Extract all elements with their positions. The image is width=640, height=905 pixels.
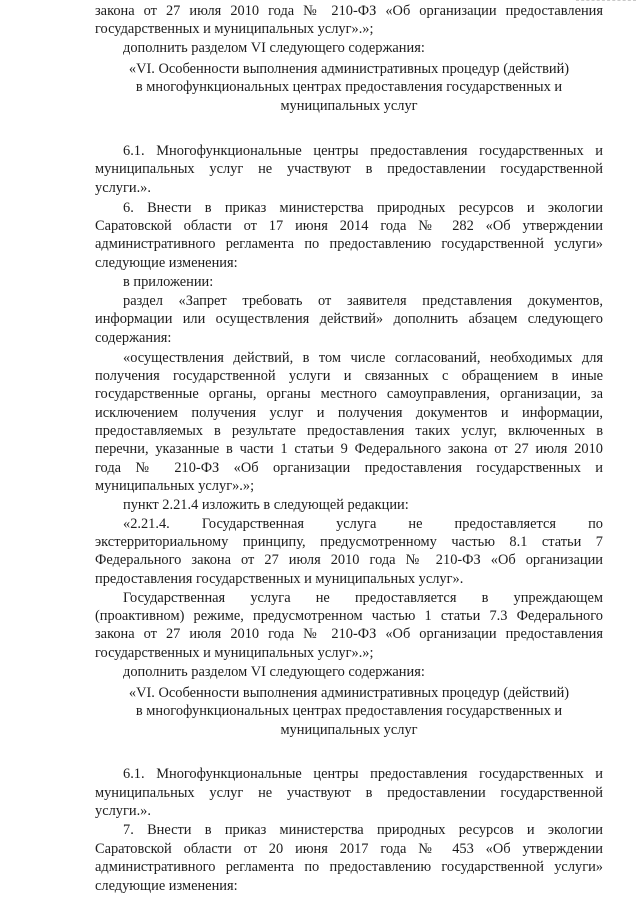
text-line: экстерриториальному принципу, предусмотренному частью 8.1 статьи 7 xyxy=(95,534,603,550)
text-line: исключением получения услуг и получения документов и информации, xyxy=(95,405,603,421)
text-line: государственных и муниципальных услуг».»; xyxy=(95,645,374,661)
text-line: предоставления государственных и муниципальных услуг». xyxy=(95,571,464,587)
text-line: государственных и муниципальных услуг».»; xyxy=(95,21,374,37)
text-line: предоставляемых в результате предоставления таких услуг, включенных в xyxy=(95,423,603,439)
text-line: 7. Внести в приказ министерства природных ресурсов и экологии xyxy=(123,822,603,838)
text-line: административного регламента по предоставлению государственной услуги» xyxy=(95,236,603,252)
text-line: года № 210-ФЗ «Об организации предоставления государственных и xyxy=(95,460,603,476)
text-line: 6.1. Многофункциональные центры предоставления государственных и xyxy=(123,766,603,782)
text-line: муниципальных услуг не участвуют в предоставлении государственной xyxy=(95,785,603,801)
text-line: в многофункциональных центрах предоставления государственных и xyxy=(135,79,563,95)
text-line: получения государственной услуги и связанных с обращением в иные xyxy=(95,368,603,384)
text-line: Саратовской области от 20 июня 2017 года № 453 «Об утверждении xyxy=(95,841,603,857)
text-line: (проактивном) режиме, предусмотренном частью 1 статьи 7.3 Федерального xyxy=(95,608,603,624)
text-line: «VI. Особенности выполнения административных процедур (действий) xyxy=(128,685,570,701)
text-line: Саратовской области от 17 июня 2014 года № 282 «Об утверждении xyxy=(95,218,603,234)
text-line: «2.21.4. Государственная услуга не предоставляется по xyxy=(123,516,603,532)
text-line: следующие изменения: xyxy=(95,878,238,894)
text-line: муниципальных услуг».»; xyxy=(95,478,255,494)
text-line: перечни, указанные в части 1 статьи 9 Федерального закона от 27 июля 2010 xyxy=(95,441,603,457)
text-line: содержания: xyxy=(95,330,172,346)
text-line: в приложении: xyxy=(123,274,214,290)
text-line: государственные органы, органы местного самоуправления, организации, за xyxy=(95,386,603,402)
text-line: 6.1. Многофункциональные центры предоставления государственных и xyxy=(123,143,603,159)
text-line: «осуществления действий, в том числе согласований, необходимых для xyxy=(123,350,603,366)
text-line: раздел «Запрет требовать от заявителя представления документов, xyxy=(123,293,603,309)
text-line: 6. Внести в приказ министерства природных ресурсов и экологии xyxy=(123,200,603,216)
text-line: услуги.». xyxy=(95,803,151,819)
text-line: в многофункциональных центрах предоставления государственных и xyxy=(135,703,563,719)
text-line: закона от 27 июля 2010 года № 210-ФЗ «Об организации предоставления xyxy=(95,626,603,642)
text-line: закона от 27 июля 2010 года № 210-ФЗ «Об организации предоставления xyxy=(95,3,603,19)
text-line: муниципальных услуг xyxy=(280,98,418,114)
text-line: информации или осуществления действий» дополнить абзацем следующего xyxy=(95,311,603,327)
text-line: Государственная услуга не предоставляется в упреждающем xyxy=(123,590,603,606)
text-line: муниципальных услуг не участвуют в предоставлении государственной xyxy=(95,161,603,177)
text-line: услуги.». xyxy=(95,180,151,196)
text-line: административного регламента по предоставлению государственной услуги» xyxy=(95,859,603,875)
text-line: «VI. Особенности выполнения административных процедур (действий) xyxy=(128,61,570,77)
text-line: Федерального закона от 27 июля 2010 года № 210-ФЗ «Об организации xyxy=(95,552,603,568)
text-line: следующие изменения: xyxy=(95,255,238,271)
text-line: пункт 2.21.4 изложить в следующей редакции: xyxy=(123,497,409,513)
text-line: дополнить разделом VI следующего содержания: xyxy=(123,664,425,680)
text-line: муниципальных услуг xyxy=(280,722,418,738)
text-line: дополнить разделом VI следующего содержания: xyxy=(123,40,425,56)
